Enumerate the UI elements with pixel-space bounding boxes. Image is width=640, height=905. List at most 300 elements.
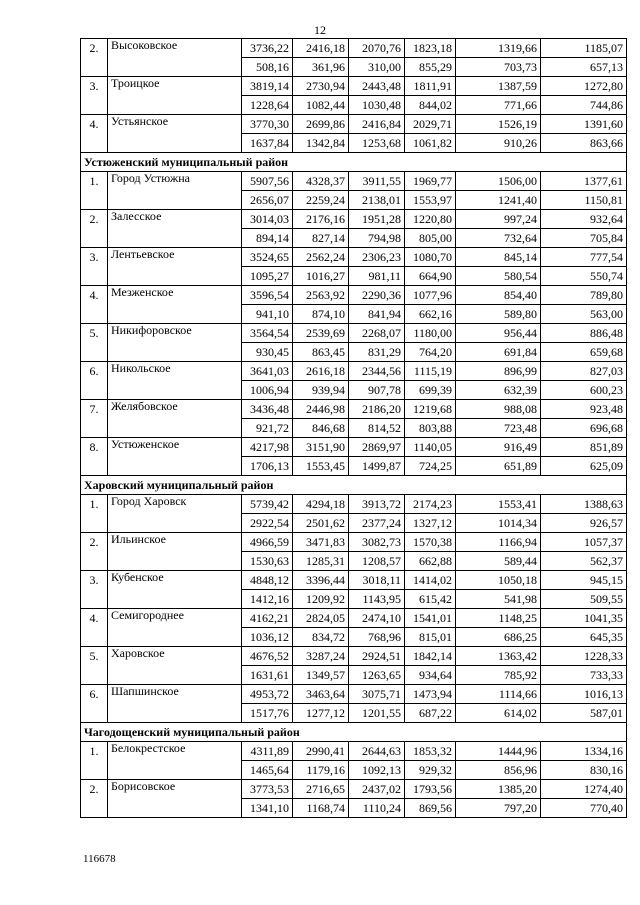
value-cell: 1253,68 bbox=[349, 134, 405, 153]
settlement-name: Город Устюжна bbox=[108, 172, 242, 191]
value-cell: 827,14 bbox=[293, 229, 349, 248]
settlement-name: Борисовское bbox=[108, 780, 242, 799]
value-cell: 3018,11 bbox=[349, 571, 405, 590]
value-cell: 803,88 bbox=[405, 419, 456, 438]
value-cell: 1016,13 bbox=[541, 685, 627, 704]
value-cell: 615,42 bbox=[405, 590, 456, 609]
value-cell: 1631,61 bbox=[242, 666, 293, 685]
settlement-name: Устюженское bbox=[108, 438, 242, 457]
value-cell: 2562,24 bbox=[293, 248, 349, 267]
row-number: 1. bbox=[81, 495, 108, 514]
table-row bbox=[81, 286, 627, 305]
settlement-name: Желябовское bbox=[108, 400, 242, 419]
value-cell: 831,29 bbox=[349, 343, 405, 362]
value-cell: 1637,84 bbox=[242, 134, 293, 153]
value-cell: 956,44 bbox=[456, 324, 541, 343]
value-cell: 1499,87 bbox=[349, 457, 405, 476]
settlement-name bbox=[108, 761, 242, 780]
data-table bbox=[80, 38, 627, 818]
value-cell: 921,72 bbox=[242, 419, 293, 438]
value-cell: 2306,23 bbox=[349, 248, 405, 267]
row-number bbox=[81, 419, 108, 438]
value-cell: 3082,73 bbox=[349, 533, 405, 552]
value-cell: 841,94 bbox=[349, 305, 405, 324]
value-cell: 5739,42 bbox=[242, 495, 293, 514]
district-name: Харовский муниципальный район bbox=[81, 476, 627, 495]
value-cell: 3596,54 bbox=[242, 286, 293, 305]
row-number: 2. bbox=[81, 39, 108, 58]
value-cell: 945,15 bbox=[541, 571, 627, 590]
value-cell: 1061,82 bbox=[405, 134, 456, 153]
value-cell: 1110,24 bbox=[349, 799, 405, 818]
value-cell: 614,02 bbox=[456, 704, 541, 723]
value-cell: 361,96 bbox=[293, 58, 349, 77]
value-cell: 1241,40 bbox=[456, 191, 541, 210]
value-cell: 2922,54 bbox=[242, 514, 293, 533]
settlement-name: Ильинское bbox=[108, 533, 242, 552]
value-cell: 3471,83 bbox=[293, 533, 349, 552]
value-cell: 1219,68 bbox=[405, 400, 456, 419]
value-cell: 600,23 bbox=[541, 381, 627, 400]
table-row bbox=[81, 58, 627, 77]
value-cell: 1030,48 bbox=[349, 96, 405, 115]
table-row bbox=[81, 134, 627, 153]
value-cell: 814,52 bbox=[349, 419, 405, 438]
value-cell: 686,25 bbox=[456, 628, 541, 647]
value-cell: 939,94 bbox=[293, 381, 349, 400]
row-number bbox=[81, 229, 108, 248]
value-cell: 2138,01 bbox=[349, 191, 405, 210]
value-cell: 777,54 bbox=[541, 248, 627, 267]
table-row bbox=[81, 419, 627, 438]
table-row bbox=[81, 381, 627, 400]
value-cell: 1150,81 bbox=[541, 191, 627, 210]
row-number bbox=[81, 552, 108, 571]
value-cell: 541,98 bbox=[456, 590, 541, 609]
district-header-row bbox=[81, 153, 627, 172]
settlement-name: Троицкое bbox=[108, 77, 242, 96]
row-number: 3. bbox=[81, 77, 108, 96]
value-cell: 1057,37 bbox=[541, 533, 627, 552]
value-cell: 4311,89 bbox=[242, 742, 293, 761]
table-row bbox=[81, 761, 627, 780]
value-cell: 934,64 bbox=[405, 666, 456, 685]
value-cell: 2259,24 bbox=[293, 191, 349, 210]
value-cell: 3564,54 bbox=[242, 324, 293, 343]
row-number bbox=[81, 381, 108, 400]
value-cell: 2474,10 bbox=[349, 609, 405, 628]
table-row bbox=[81, 704, 627, 723]
value-cell: 696,68 bbox=[541, 419, 627, 438]
value-cell: 589,44 bbox=[456, 552, 541, 571]
value-cell: 2174,23 bbox=[405, 495, 456, 514]
value-cell: 844,02 bbox=[405, 96, 456, 115]
value-cell: 854,40 bbox=[456, 286, 541, 305]
value-cell: 896,99 bbox=[456, 362, 541, 381]
value-cell: 785,92 bbox=[456, 666, 541, 685]
table-row bbox=[81, 39, 627, 58]
settlement-name: Мезженское bbox=[108, 286, 242, 305]
value-cell: 2290,36 bbox=[349, 286, 405, 305]
value-cell: 625,09 bbox=[541, 457, 627, 476]
value-cell: 2869,97 bbox=[349, 438, 405, 457]
value-cell: 1853,32 bbox=[405, 742, 456, 761]
row-number bbox=[81, 761, 108, 780]
row-number: 2. bbox=[81, 533, 108, 552]
row-number: 2. bbox=[81, 780, 108, 799]
value-cell: 3436,48 bbox=[242, 400, 293, 419]
row-number bbox=[81, 457, 108, 476]
table-row bbox=[81, 685, 627, 704]
value-cell: 1811,91 bbox=[405, 77, 456, 96]
value-cell: 563,00 bbox=[541, 305, 627, 324]
value-cell: 1553,97 bbox=[405, 191, 456, 210]
value-cell: 1041,35 bbox=[541, 609, 627, 628]
settlement-name bbox=[108, 58, 242, 77]
table-row bbox=[81, 628, 627, 647]
value-cell: 3641,03 bbox=[242, 362, 293, 381]
value-cell: 856,96 bbox=[456, 761, 541, 780]
settlement-name: Залесское bbox=[108, 210, 242, 229]
value-cell: 2416,18 bbox=[293, 39, 349, 58]
table-row bbox=[81, 514, 627, 533]
settlement-name bbox=[108, 799, 242, 818]
value-cell: 4162,21 bbox=[242, 609, 293, 628]
value-cell: 2990,41 bbox=[293, 742, 349, 761]
table-row bbox=[81, 590, 627, 609]
row-number bbox=[81, 96, 108, 115]
value-cell: 723,48 bbox=[456, 419, 541, 438]
row-number bbox=[81, 134, 108, 153]
value-cell: 1006,94 bbox=[242, 381, 293, 400]
value-cell: 2268,07 bbox=[349, 324, 405, 343]
row-number: 4. bbox=[81, 609, 108, 628]
value-cell: 2924,51 bbox=[349, 647, 405, 666]
value-cell: 1036,12 bbox=[242, 628, 293, 647]
value-cell: 657,13 bbox=[541, 58, 627, 77]
value-cell: 703,73 bbox=[456, 58, 541, 77]
value-cell: 3075,71 bbox=[349, 685, 405, 704]
value-cell: 1334,16 bbox=[541, 742, 627, 761]
value-cell: 4848,12 bbox=[242, 571, 293, 590]
settlement-name bbox=[108, 628, 242, 647]
settlement-name: Высоковское bbox=[108, 39, 242, 58]
district-header-row bbox=[81, 723, 627, 742]
value-cell: 1363,42 bbox=[456, 647, 541, 666]
value-cell: 2616,18 bbox=[293, 362, 349, 381]
table-body bbox=[81, 39, 627, 818]
value-cell: 1166,94 bbox=[456, 533, 541, 552]
value-cell: 580,54 bbox=[456, 267, 541, 286]
row-number bbox=[81, 666, 108, 685]
value-cell: 3911,55 bbox=[349, 172, 405, 191]
settlement-name: Кубенское bbox=[108, 571, 242, 590]
value-cell: 1526,19 bbox=[456, 115, 541, 134]
row-number: 1. bbox=[81, 172, 108, 191]
value-cell: 845,14 bbox=[456, 248, 541, 267]
table-row bbox=[81, 96, 627, 115]
value-cell: 2437,02 bbox=[349, 780, 405, 799]
value-cell: 3736,22 bbox=[242, 39, 293, 58]
value-cell: 1077,96 bbox=[405, 286, 456, 305]
row-number bbox=[81, 704, 108, 723]
settlement-name bbox=[108, 552, 242, 571]
value-cell: 659,68 bbox=[541, 343, 627, 362]
row-number bbox=[81, 590, 108, 609]
value-cell: 1414,02 bbox=[405, 571, 456, 590]
value-cell: 1327,12 bbox=[405, 514, 456, 533]
value-cell: 797,20 bbox=[456, 799, 541, 818]
row-number bbox=[81, 799, 108, 818]
value-cell: 3396,44 bbox=[293, 571, 349, 590]
row-number bbox=[81, 305, 108, 324]
value-cell: 1016,27 bbox=[293, 267, 349, 286]
value-cell: 930,45 bbox=[242, 343, 293, 362]
settlement-name: Белокрестское bbox=[108, 742, 242, 761]
row-number: 8. bbox=[81, 438, 108, 457]
value-cell: 1050,18 bbox=[456, 571, 541, 590]
row-number: 2. bbox=[81, 210, 108, 229]
table-row bbox=[81, 305, 627, 324]
value-cell: 1285,31 bbox=[293, 552, 349, 571]
value-cell: 1823,18 bbox=[405, 39, 456, 58]
value-cell: 1793,56 bbox=[405, 780, 456, 799]
settlement-name bbox=[108, 191, 242, 210]
value-cell: 1385,20 bbox=[456, 780, 541, 799]
table-row bbox=[81, 533, 627, 552]
settlement-name bbox=[108, 134, 242, 153]
value-cell: 3773,53 bbox=[242, 780, 293, 799]
value-cell: 2446,98 bbox=[293, 400, 349, 419]
value-cell: 691,84 bbox=[456, 343, 541, 362]
value-cell: 1082,44 bbox=[293, 96, 349, 115]
value-cell: 929,32 bbox=[405, 761, 456, 780]
value-cell: 886,48 bbox=[541, 324, 627, 343]
value-cell: 863,66 bbox=[541, 134, 627, 153]
settlement-name: Устьянское bbox=[108, 115, 242, 134]
value-cell: 724,25 bbox=[405, 457, 456, 476]
value-cell: 1115,19 bbox=[405, 362, 456, 381]
value-cell: 3524,65 bbox=[242, 248, 293, 267]
value-cell: 1228,64 bbox=[242, 96, 293, 115]
settlement-name: Семигороднее bbox=[108, 609, 242, 628]
value-cell: 764,20 bbox=[405, 343, 456, 362]
value-cell: 562,37 bbox=[541, 552, 627, 571]
row-number: 5. bbox=[81, 324, 108, 343]
value-cell: 1228,33 bbox=[541, 647, 627, 666]
value-cell: 732,64 bbox=[456, 229, 541, 248]
value-cell: 869,56 bbox=[405, 799, 456, 818]
value-cell: 699,39 bbox=[405, 381, 456, 400]
value-cell: 4676,52 bbox=[242, 647, 293, 666]
value-cell: 855,29 bbox=[405, 58, 456, 77]
value-cell: 509,55 bbox=[541, 590, 627, 609]
value-cell: 932,64 bbox=[541, 210, 627, 229]
table-row bbox=[81, 400, 627, 419]
value-cell: 1570,38 bbox=[405, 533, 456, 552]
value-cell: 1951,28 bbox=[349, 210, 405, 229]
row-number bbox=[81, 514, 108, 533]
value-cell: 1473,94 bbox=[405, 685, 456, 704]
row-number bbox=[81, 343, 108, 362]
value-cell: 1341,10 bbox=[242, 799, 293, 818]
value-cell: 794,98 bbox=[349, 229, 405, 248]
value-cell: 2699,86 bbox=[293, 115, 349, 134]
table-row bbox=[81, 666, 627, 685]
table-row bbox=[81, 362, 627, 381]
table-row bbox=[81, 229, 627, 248]
row-number bbox=[81, 628, 108, 647]
table-row bbox=[81, 191, 627, 210]
table-row bbox=[81, 647, 627, 666]
value-cell: 1179,16 bbox=[293, 761, 349, 780]
row-number: 3. bbox=[81, 248, 108, 267]
row-number bbox=[81, 58, 108, 77]
value-cell: 916,49 bbox=[456, 438, 541, 457]
value-cell: 1140,05 bbox=[405, 438, 456, 457]
table-row bbox=[81, 172, 627, 191]
table-row bbox=[81, 495, 627, 514]
value-cell: 768,96 bbox=[349, 628, 405, 647]
settlement-name: Харовское bbox=[108, 647, 242, 666]
table-row bbox=[81, 571, 627, 590]
value-cell: 3819,14 bbox=[242, 77, 293, 96]
value-cell: 744,86 bbox=[541, 96, 627, 115]
settlement-name bbox=[108, 457, 242, 476]
table-row bbox=[81, 780, 627, 799]
value-cell: 687,22 bbox=[405, 704, 456, 723]
value-cell: 789,80 bbox=[541, 286, 627, 305]
table-row bbox=[81, 609, 627, 628]
row-number: 6. bbox=[81, 685, 108, 704]
value-cell: 2377,24 bbox=[349, 514, 405, 533]
value-cell: 1272,80 bbox=[541, 77, 627, 96]
settlement-name bbox=[108, 229, 242, 248]
value-cell: 550,74 bbox=[541, 267, 627, 286]
value-cell: 851,89 bbox=[541, 438, 627, 457]
value-cell: 1263,65 bbox=[349, 666, 405, 685]
value-cell: 830,16 bbox=[541, 761, 627, 780]
settlement-name bbox=[108, 305, 242, 324]
table-row bbox=[81, 799, 627, 818]
value-cell: 1143,95 bbox=[349, 590, 405, 609]
value-cell: 2070,76 bbox=[349, 39, 405, 58]
settlement-name: Никифоровское bbox=[108, 324, 242, 343]
value-cell: 2029,71 bbox=[405, 115, 456, 134]
value-cell: 645,35 bbox=[541, 628, 627, 647]
value-cell: 1201,55 bbox=[349, 704, 405, 723]
value-cell: 874,10 bbox=[293, 305, 349, 324]
value-cell: 3913,72 bbox=[349, 495, 405, 514]
value-cell: 846,68 bbox=[293, 419, 349, 438]
value-cell: 1209,92 bbox=[293, 590, 349, 609]
value-cell: 3014,03 bbox=[242, 210, 293, 229]
value-cell: 997,24 bbox=[456, 210, 541, 229]
value-cell: 1553,41 bbox=[456, 495, 541, 514]
value-cell: 923,48 bbox=[541, 400, 627, 419]
document-code: 116678 bbox=[83, 853, 116, 865]
value-cell: 1092,13 bbox=[349, 761, 405, 780]
settlement-name bbox=[108, 704, 242, 723]
table-row bbox=[81, 438, 627, 457]
table-row bbox=[81, 552, 627, 571]
value-cell: 2501,62 bbox=[293, 514, 349, 533]
value-cell: 1349,57 bbox=[293, 666, 349, 685]
value-cell: 1319,66 bbox=[456, 39, 541, 58]
table-row bbox=[81, 457, 627, 476]
value-cell: 2563,92 bbox=[293, 286, 349, 305]
value-cell: 664,90 bbox=[405, 267, 456, 286]
settlement-name: Лентьевское bbox=[108, 248, 242, 267]
value-cell: 5907,56 bbox=[242, 172, 293, 191]
settlement-name bbox=[108, 514, 242, 533]
value-cell: 2644,63 bbox=[349, 742, 405, 761]
value-cell: 1277,12 bbox=[293, 704, 349, 723]
table-row bbox=[81, 210, 627, 229]
value-cell: 3770,30 bbox=[242, 115, 293, 134]
value-cell: 805,00 bbox=[405, 229, 456, 248]
value-cell: 1444,96 bbox=[456, 742, 541, 761]
value-cell: 907,78 bbox=[349, 381, 405, 400]
value-cell: 2824,05 bbox=[293, 609, 349, 628]
value-cell: 4328,37 bbox=[293, 172, 349, 191]
value-cell: 4953,72 bbox=[242, 685, 293, 704]
value-cell: 926,57 bbox=[541, 514, 627, 533]
value-cell: 1208,57 bbox=[349, 552, 405, 571]
table-row bbox=[81, 77, 627, 96]
value-cell: 863,45 bbox=[293, 343, 349, 362]
value-cell: 3151,90 bbox=[293, 438, 349, 457]
value-cell: 1095,27 bbox=[242, 267, 293, 286]
value-cell: 3287,24 bbox=[293, 647, 349, 666]
value-cell: 910,26 bbox=[456, 134, 541, 153]
settlement-name bbox=[108, 96, 242, 115]
value-cell: 4294,18 bbox=[293, 495, 349, 514]
value-cell: 3463,64 bbox=[293, 685, 349, 704]
value-cell: 834,72 bbox=[293, 628, 349, 647]
settlement-name bbox=[108, 666, 242, 685]
value-cell: 2539,69 bbox=[293, 324, 349, 343]
value-cell: 651,89 bbox=[456, 457, 541, 476]
value-cell: 1180,00 bbox=[405, 324, 456, 343]
value-cell: 2730,94 bbox=[293, 77, 349, 96]
value-cell: 1842,14 bbox=[405, 647, 456, 666]
district-header-row bbox=[81, 476, 627, 495]
value-cell: 589,80 bbox=[456, 305, 541, 324]
district-name: Устюженский муниципальный район bbox=[81, 153, 627, 172]
row-number bbox=[81, 191, 108, 210]
value-cell: 662,16 bbox=[405, 305, 456, 324]
row-number: 4. bbox=[81, 115, 108, 134]
value-cell: 733,33 bbox=[541, 666, 627, 685]
page-number: 12 bbox=[314, 23, 326, 37]
value-cell: 310,00 bbox=[349, 58, 405, 77]
value-cell: 1114,66 bbox=[456, 685, 541, 704]
value-cell: 1412,16 bbox=[242, 590, 293, 609]
value-cell: 508,16 bbox=[242, 58, 293, 77]
value-cell: 662,88 bbox=[405, 552, 456, 571]
value-cell: 1377,61 bbox=[541, 172, 627, 191]
value-cell: 827,03 bbox=[541, 362, 627, 381]
row-number bbox=[81, 267, 108, 286]
value-cell: 1014,34 bbox=[456, 514, 541, 533]
table-row bbox=[81, 324, 627, 343]
value-cell: 894,14 bbox=[242, 229, 293, 248]
value-cell: 771,66 bbox=[456, 96, 541, 115]
row-number: 1. bbox=[81, 742, 108, 761]
settlement-name bbox=[108, 343, 242, 362]
value-cell: 1387,59 bbox=[456, 77, 541, 96]
